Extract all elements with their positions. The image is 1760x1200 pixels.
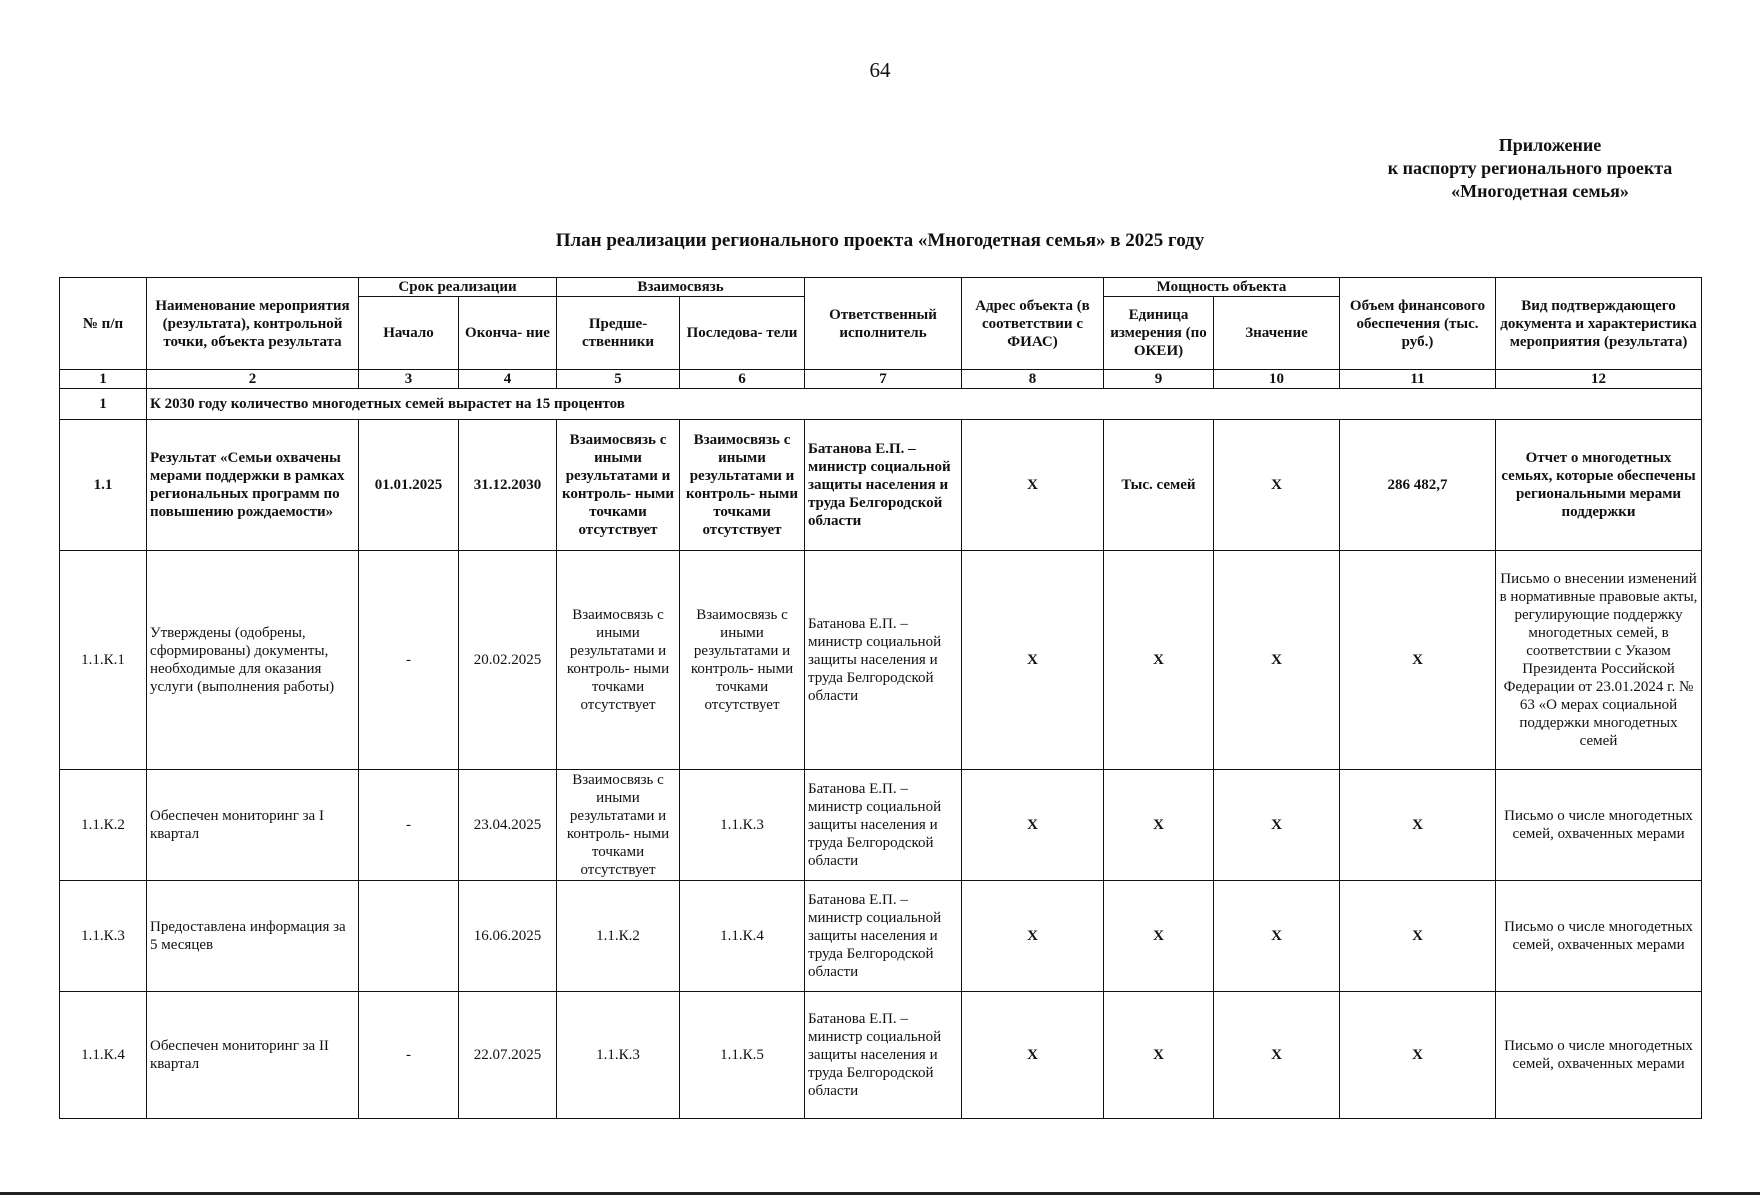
row-finance: X bbox=[1340, 551, 1496, 770]
row-doc: Письмо о числе многодетных семей, охваченных мерами bbox=[1496, 770, 1702, 881]
row-name: Обеспечен мониторинг за I квартал bbox=[147, 770, 359, 881]
row-finance: X bbox=[1340, 992, 1496, 1119]
appendix-line-2: к паспорту регионального проекта bbox=[1387, 158, 1673, 178]
row-unit: Тыс. семей bbox=[1104, 420, 1214, 551]
row-value: X bbox=[1214, 881, 1340, 992]
row-predecessors: Взаимосвязь с иными результатами и контроль- ными точками отсутствует bbox=[557, 770, 680, 881]
table-row bbox=[60, 992, 1702, 1119]
row-name: Результат «Семьи охвачены мерами поддержки в рамках региональных программ по повышению рождаемости» bbox=[147, 420, 359, 551]
row-name: Утверждены (одобрены, сформированы) документы, необходимые для оказания услуги (выполнения работы) bbox=[147, 551, 359, 770]
header-doc: Вид подтверждающего документа и характеристика мероприятия (результата) bbox=[1496, 278, 1702, 370]
header-finance: Объем финансового обеспечения (тыс. руб.) bbox=[1340, 278, 1496, 370]
row-num: 1.1.К.3 bbox=[60, 881, 147, 992]
row-address: X bbox=[962, 881, 1104, 992]
row-responsible: Батанова Е.П. – министр социальной защиты населения и труда Белгородской области bbox=[805, 881, 962, 992]
header-row-1 bbox=[60, 278, 1702, 297]
page-number: 64 bbox=[869, 58, 891, 82]
column-number: 7 bbox=[805, 370, 962, 389]
table-row bbox=[60, 420, 1702, 551]
row-predecessors: Взаимосвязь с иными результатами и контроль- ными точками отсутствует bbox=[557, 551, 680, 770]
section-title: К 2030 году количество многодетных семей вырастет на 15 процентов bbox=[147, 389, 1702, 420]
row-unit: X bbox=[1104, 881, 1214, 992]
appendix-line-1: Приложение bbox=[1498, 135, 1602, 155]
row-doc: Письмо о внесении изменений в нормативные правовые акты, регулирующие поддержку многодетных семей, в соответствии с Указом Президента Российской Федерации от 23.01.2024 г. № 63 «О мерах социальной поддержки многодетных семей bbox=[1496, 551, 1702, 770]
row-address: X bbox=[962, 770, 1104, 881]
row-responsible: Батанова Е.П. – министр социальной защиты населения и труда Белгородской области bbox=[805, 420, 962, 551]
header-successors: Последова- тели bbox=[680, 297, 805, 370]
row-num: 1.1.К.1 bbox=[60, 551, 147, 770]
row-start: 01.01.2025 bbox=[359, 420, 459, 551]
column-number: 1 bbox=[60, 370, 147, 389]
row-unit: X bbox=[1104, 551, 1214, 770]
appendix-block bbox=[1320, 134, 1740, 203]
row-num: 1.1.К.2 bbox=[60, 770, 147, 881]
row-finance: 286 482,7 bbox=[1340, 420, 1496, 551]
row-start bbox=[359, 881, 459, 992]
column-number: 5 bbox=[557, 370, 680, 389]
column-number: 6 bbox=[680, 370, 805, 389]
column-number: 12 bbox=[1496, 370, 1702, 389]
row-predecessors: Взаимосвязь с иными результатами и контроль- ными точками отсутствует bbox=[557, 420, 680, 551]
row-end: 16.06.2025 bbox=[459, 881, 557, 992]
row-start: - bbox=[359, 770, 459, 881]
row-responsible: Батанова Е.П. – министр социальной защиты населения и труда Белгородской области bbox=[805, 992, 962, 1119]
row-end: 22.07.2025 bbox=[459, 992, 557, 1119]
row-doc: Письмо о числе многодетных семей, охваченных мерами bbox=[1496, 992, 1702, 1119]
section-row bbox=[60, 389, 1702, 420]
row-address: X bbox=[962, 551, 1104, 770]
row-finance: X bbox=[1340, 881, 1496, 992]
row-end: 20.02.2025 bbox=[459, 551, 557, 770]
row-unit: X bbox=[1104, 770, 1214, 881]
header-responsible: Ответственный исполнитель bbox=[805, 278, 962, 370]
header-end: Оконча- ние bbox=[459, 297, 557, 370]
row-value: X bbox=[1214, 992, 1340, 1119]
header-unit: Единица измерения (по ОКЕИ) bbox=[1104, 297, 1214, 370]
row-start: - bbox=[359, 992, 459, 1119]
header-address: Адрес объекта (в соответствии с ФИАС) bbox=[962, 278, 1104, 370]
header-value: Значение bbox=[1214, 297, 1340, 370]
row-successors: Взаимосвязь с иными результатами и контроль- ными точками отсутствует bbox=[680, 551, 805, 770]
header-predecessors: Предше- ственники bbox=[557, 297, 680, 370]
column-number: 8 bbox=[962, 370, 1104, 389]
column-number: 9 bbox=[1104, 370, 1214, 389]
table-row bbox=[60, 881, 1702, 992]
header-link-group: Взаимосвязь bbox=[557, 278, 805, 297]
header-capacity-group: Мощность объекта bbox=[1104, 278, 1340, 297]
row-successors: Взаимосвязь с иными результатами и контроль- ными точками отсутствует bbox=[680, 420, 805, 551]
row-value: X bbox=[1214, 551, 1340, 770]
header-num: № п/п bbox=[60, 278, 147, 370]
row-responsible: Батанова Е.П. – министр социальной защиты населения и труда Белгородской области bbox=[805, 770, 962, 881]
row-value: X bbox=[1214, 770, 1340, 881]
plan-table bbox=[59, 277, 1702, 1119]
row-doc: Письмо о числе многодетных семей, охваченных мерами bbox=[1496, 881, 1702, 992]
row-end: 31.12.2030 bbox=[459, 420, 557, 551]
column-number: 2 bbox=[147, 370, 359, 389]
table-row bbox=[60, 770, 1702, 881]
scan-bottom-edge bbox=[0, 1192, 1760, 1195]
column-number: 10 bbox=[1214, 370, 1340, 389]
appendix-line-3: «Многодетная семья» bbox=[1451, 181, 1629, 201]
column-number-row bbox=[60, 370, 1702, 389]
row-predecessors: 1.1.К.2 bbox=[557, 881, 680, 992]
row-name: Предоставлена информация за 5 месяцев bbox=[147, 881, 359, 992]
row-doc: Отчет о многодетных семьях, которые обеспечены региональными мерами поддержки bbox=[1496, 420, 1702, 551]
section-num: 1 bbox=[60, 389, 147, 420]
row-start: - bbox=[359, 551, 459, 770]
row-successors: 1.1.К.5 bbox=[680, 992, 805, 1119]
column-number: 11 bbox=[1340, 370, 1496, 389]
row-successors: 1.1.К.4 bbox=[680, 881, 805, 992]
column-number: 4 bbox=[459, 370, 557, 389]
row-name: Обеспечен мониторинг за II квартал bbox=[147, 992, 359, 1119]
row-successors: 1.1.К.3 bbox=[680, 770, 805, 881]
table-row bbox=[60, 551, 1702, 770]
header-term-group: Срок реализации bbox=[359, 278, 557, 297]
column-number: 3 bbox=[359, 370, 459, 389]
document-title: План реализации регионального проекта «Многодетная семья» в 2025 году bbox=[555, 230, 1205, 251]
row-unit: X bbox=[1104, 992, 1214, 1119]
row-address: X bbox=[962, 992, 1104, 1119]
header-name: Наименование мероприятия (результата), контрольной точки, объекта результата bbox=[147, 278, 359, 370]
header-start: Начало bbox=[359, 297, 459, 370]
row-predecessors: 1.1.К.3 bbox=[557, 992, 680, 1119]
row-finance: X bbox=[1340, 770, 1496, 881]
row-value: X bbox=[1214, 420, 1340, 551]
row-end: 23.04.2025 bbox=[459, 770, 557, 881]
row-address: X bbox=[962, 420, 1104, 551]
row-num: 1.1.К.4 bbox=[60, 992, 147, 1119]
row-num: 1.1 bbox=[60, 420, 147, 551]
row-responsible: Батанова Е.П. – министр социальной защиты населения и труда Белгородской области bbox=[805, 551, 962, 770]
